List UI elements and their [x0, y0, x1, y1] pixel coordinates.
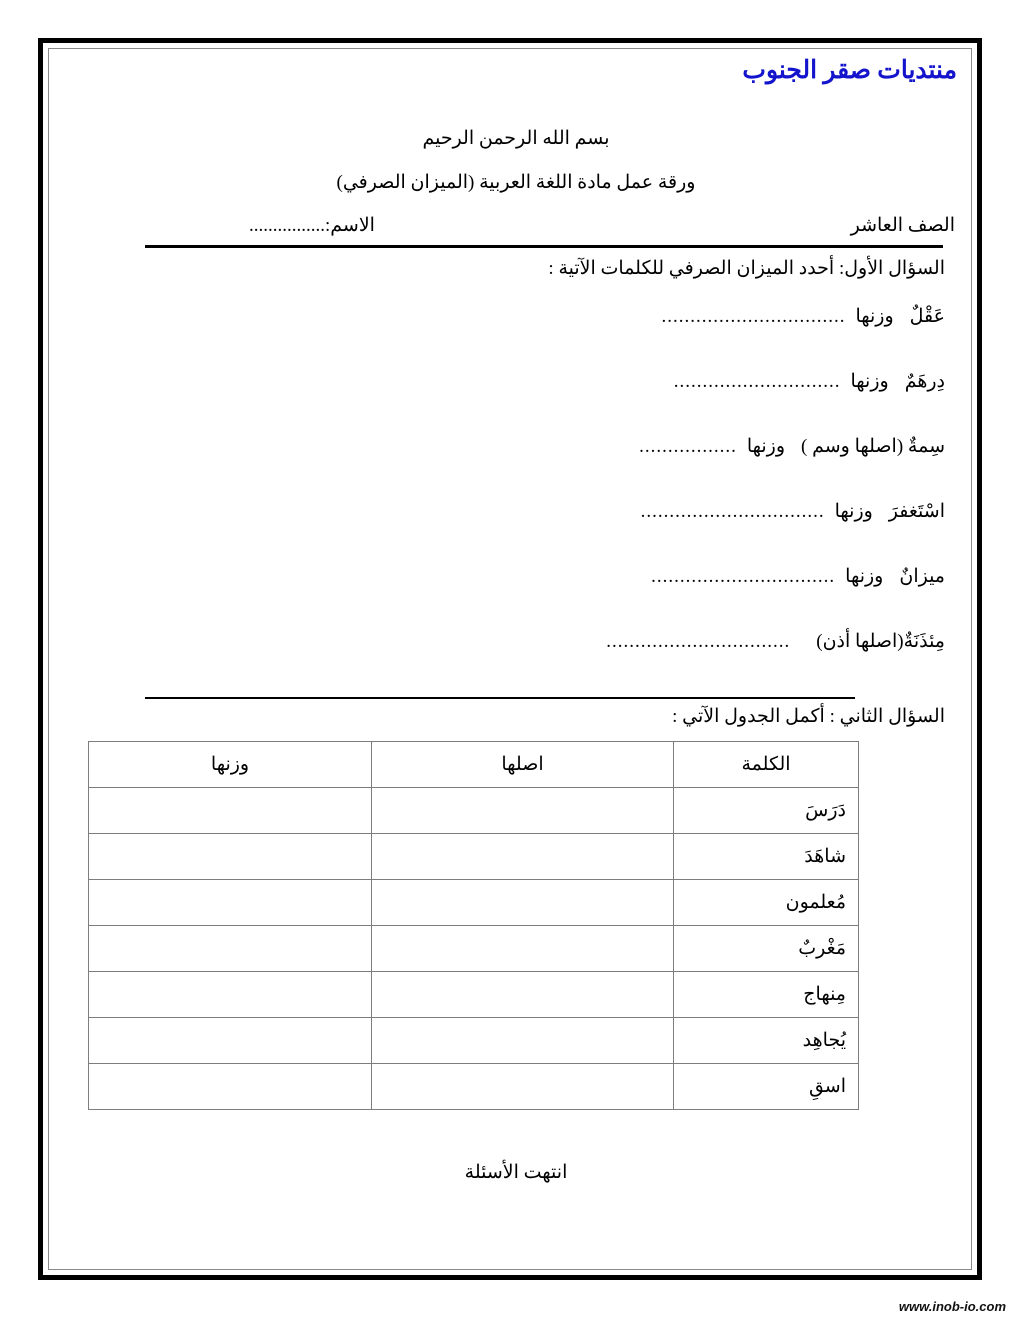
student-meta-row	[129, 214, 955, 237]
table-cell-word: دَرَسَ	[674, 788, 859, 834]
worksheet-title: ورقة عمل مادة اللغة العربية (الميزان الصرفي)	[336, 172, 696, 193]
table-cell-word: مِنهاج	[674, 972, 859, 1018]
wazn-label: وزنها	[845, 566, 884, 587]
question-one-item	[89, 630, 945, 695]
table-row	[89, 788, 859, 834]
word-analysis-table	[88, 741, 859, 1110]
table-cell-word: مَغْربٌ	[674, 926, 859, 972]
table-row	[89, 880, 859, 926]
table-cell-origin[interactable]	[372, 972, 674, 1018]
question-word: دِرهَمٌ	[904, 371, 945, 392]
question-one-items	[89, 305, 945, 695]
wazn-label: وزنها	[746, 436, 786, 457]
table-cell-word: اسقِ	[674, 1064, 859, 1110]
answer-blank[interactable]: .............................	[673, 371, 841, 392]
table-cell-wazn[interactable]	[89, 972, 372, 1018]
question-one-item	[89, 435, 945, 500]
table-cell-wazn[interactable]	[89, 834, 372, 880]
table-cell-wazn[interactable]	[89, 1064, 372, 1110]
table-cell-wazn[interactable]	[89, 880, 372, 926]
answer-blank[interactable]: ................................	[640, 501, 825, 522]
answer-blank[interactable]: ................................	[661, 306, 846, 327]
table-cell-wazn[interactable]	[89, 926, 372, 972]
page-frame-inner-border	[48, 48, 972, 1270]
table-cell-wazn[interactable]	[89, 1018, 372, 1064]
question-one-item	[89, 565, 945, 630]
wazn-label: وزنها	[834, 501, 873, 522]
table-cell-origin[interactable]	[372, 834, 674, 880]
question-one-heading: السؤال الأول: أحدد الميزان الصرفي للكلمات الآتية :	[548, 258, 945, 279]
table-cell-origin[interactable]	[372, 1064, 674, 1110]
question-word: مِئذَنَةٌ(اصلها أذن)	[816, 631, 945, 652]
table-cell-word: مُعلمون	[674, 880, 859, 926]
table-row	[89, 834, 859, 880]
question-word: سِمةٌ (اصلها وسم )	[801, 436, 945, 457]
question-word: ميزانٌ	[899, 566, 945, 587]
end-of-questions-note: انتهت الأسئلة	[464, 1162, 568, 1183]
answer-blank[interactable]: ................................	[651, 566, 836, 587]
header-divider	[145, 245, 943, 248]
table-row	[89, 1064, 859, 1110]
table-cell-word: يُجاهِد	[674, 1018, 859, 1064]
question-two-divider	[145, 697, 855, 699]
table-cell-word: شاهَدَ	[674, 834, 859, 880]
table-row	[89, 972, 859, 1018]
site-watermark: www.inob-io.com	[898, 1299, 1006, 1314]
wazn-label: وزنها	[855, 306, 894, 327]
question-one-item	[89, 370, 945, 435]
question-word: عَقْلٌ	[909, 306, 945, 327]
wazn-label: وزنها	[850, 371, 889, 392]
answer-blank[interactable]: .................	[639, 436, 737, 457]
grade-label: الصف العاشر	[850, 215, 955, 236]
question-word: اسْتَغفرَ	[888, 501, 945, 522]
table-header-origin: اصلها	[372, 742, 674, 788]
table-cell-origin[interactable]	[372, 880, 674, 926]
page-frame	[38, 38, 982, 1280]
table-row	[89, 1018, 859, 1064]
table-cell-origin[interactable]	[372, 788, 674, 834]
table-header-word: الكلمة	[674, 742, 859, 788]
table-header-wazn: وزنها	[89, 742, 372, 788]
worksheet-body	[49, 49, 983, 1281]
question-one-item	[89, 500, 945, 565]
bismillah-line: بسم الله الرحمن الرحيم	[422, 128, 610, 149]
table-cell-wazn[interactable]	[89, 788, 372, 834]
table-cell-origin[interactable]	[372, 1018, 674, 1064]
student-name-field[interactable]: الاسم:................	[249, 215, 375, 236]
question-one-item	[89, 305, 945, 370]
table-header-row	[89, 742, 859, 788]
forum-banner-title: منتديات صقر الجنوب	[742, 57, 957, 84]
question-two-heading: السؤال الثاني : أكمل الجدول الآتي :	[672, 706, 945, 727]
table-cell-origin[interactable]	[372, 926, 674, 972]
answer-blank[interactable]: ................................	[606, 631, 791, 652]
table-row	[89, 926, 859, 972]
